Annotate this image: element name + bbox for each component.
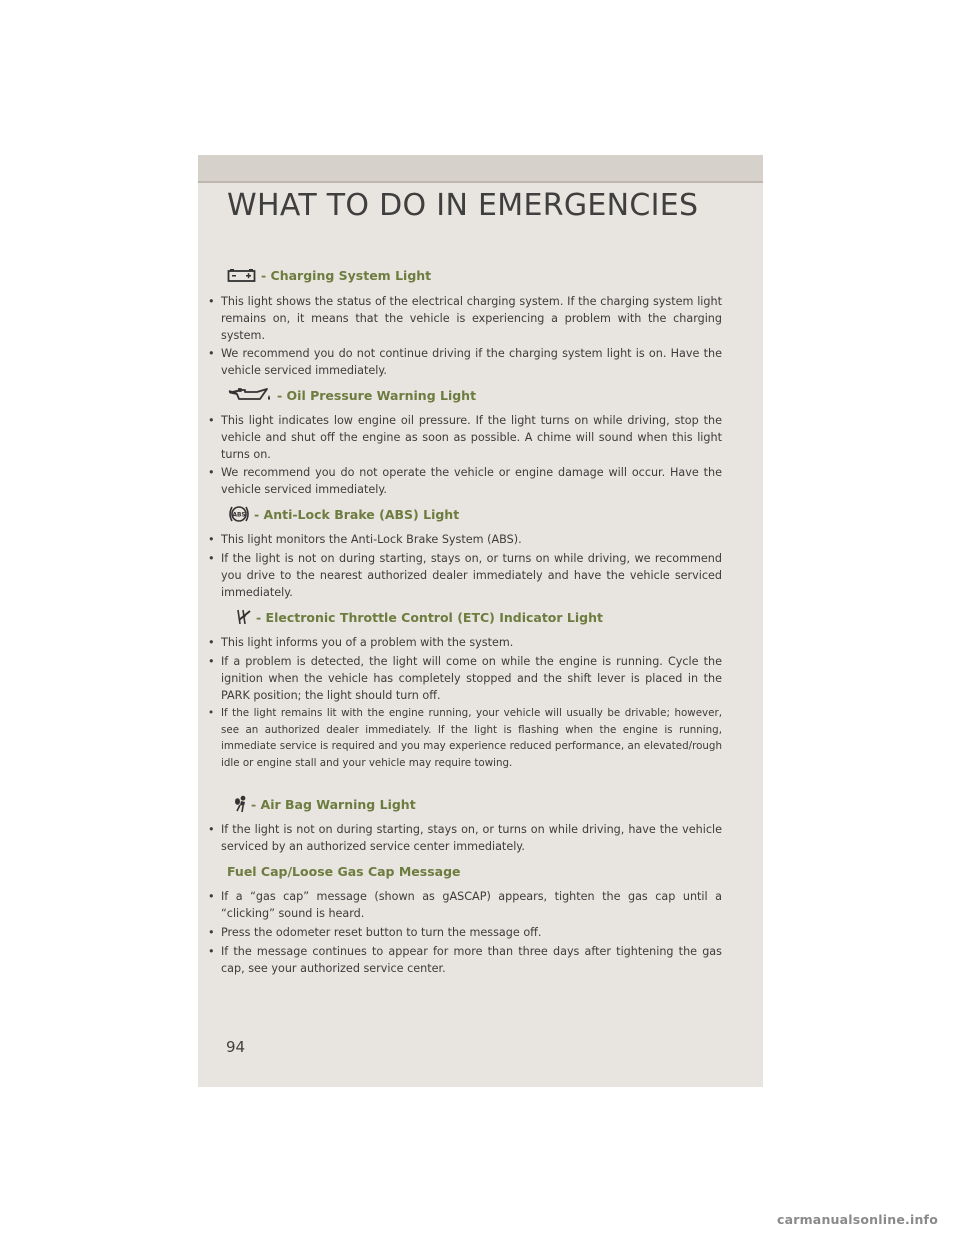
section-heading-airbag (234, 795, 416, 813)
bullet-item: • If a problem is detected, the light will come on while the engine is running. Cycle the ignition when the vehicle has completely stopped and the shift lever is placed in the PARK position; the light should turn off. (207, 653, 722, 704)
page-number: 94 (226, 1038, 246, 1056)
bullet-item: • This light monitors the Anti-Lock Brake System (ABS). (207, 531, 722, 548)
watermark: carmanualsonline.info (776, 1212, 938, 1227)
heading-text: - Air Bag Warning Light (251, 796, 416, 812)
manual-page (198, 155, 763, 1087)
heading-text: - Electronic Throttle Control (ETC) Indicator Light (256, 609, 603, 625)
bullet-item: • If the light is not on during starting, stays on, or turns on while driving, have the vehicle serviced by an authorized service center immediately. (207, 821, 722, 855)
heading-text: - Anti-Lock Brake (ABS) Light (254, 506, 460, 522)
abs-icon (228, 505, 250, 523)
bullet-item: • We recommend you do not operate the vehicle or engine damage will occur. Have the vehicle serviced immediately. (207, 464, 722, 498)
heading-text: Fuel Cap/Loose Gas Cap Message (227, 864, 461, 879)
heading-text: - Charging System Light (261, 267, 432, 283)
airbag-icon (234, 795, 250, 813)
section-heading-charging (227, 267, 431, 283)
bullet-item: • If the light is not on during starting, stays on, or turns on while driving, we recommend you drive to the nearest authorized dealer immediately and have the vehicle serviced immediately. (207, 550, 722, 601)
bullet-item: • If the message continues to appear for more than three days after tightening the gas cap, see your authorized service center. (207, 943, 722, 977)
section-heading-abs (228, 505, 459, 523)
section-heading-etc (236, 608, 603, 626)
bullet-item: • This light indicates low engine oil pressure. If the light turns on while driving, stop the vehicle and shut off the engine as soon as possible. A chime will sound when this light turns on. (207, 412, 722, 463)
bullet-item: • If the light remains lit with the engine running, your vehicle will usually be drivable; however, see an authorized dealer immediately. If the light is flashing when the engine is running, immediate service is required and you may experience reduced performance, an elevated/rough idle or engine stall and your vehicle may require towing. (207, 705, 722, 771)
bullet-item: • If a “gas cap” message (shown as gASCAP) appears, tighten the gas cap until a “clicking” sound is heard. (207, 888, 722, 922)
bullet-item: • Press the odometer reset button to turn the message off. (207, 924, 722, 941)
throttle-icon (236, 608, 252, 626)
section-heading-oil-pressure (227, 386, 476, 404)
bullet-item: • This light informs you of a problem with the system. (207, 634, 722, 651)
bullet-item: • We recommend you do not continue driving if the charging system light is on. Have the vehicle serviced immediately. (207, 345, 722, 379)
page-title: WHAT TO DO IN EMERGENCIES (227, 188, 699, 223)
section-heading-fuel-cap (227, 864, 461, 879)
oil-can-icon (227, 386, 273, 404)
heading-text: - Oil Pressure Warning Light (277, 387, 477, 403)
battery-icon (227, 267, 257, 283)
header-band (198, 155, 763, 183)
bullet-item: • This light shows the status of the electrical charging system. If the charging system light remains on, it means that the vehicle is experiencing a problem with the charging system. (207, 293, 722, 344)
header-rule (198, 181, 763, 183)
svg-text:ABS: ABS (232, 512, 246, 519)
